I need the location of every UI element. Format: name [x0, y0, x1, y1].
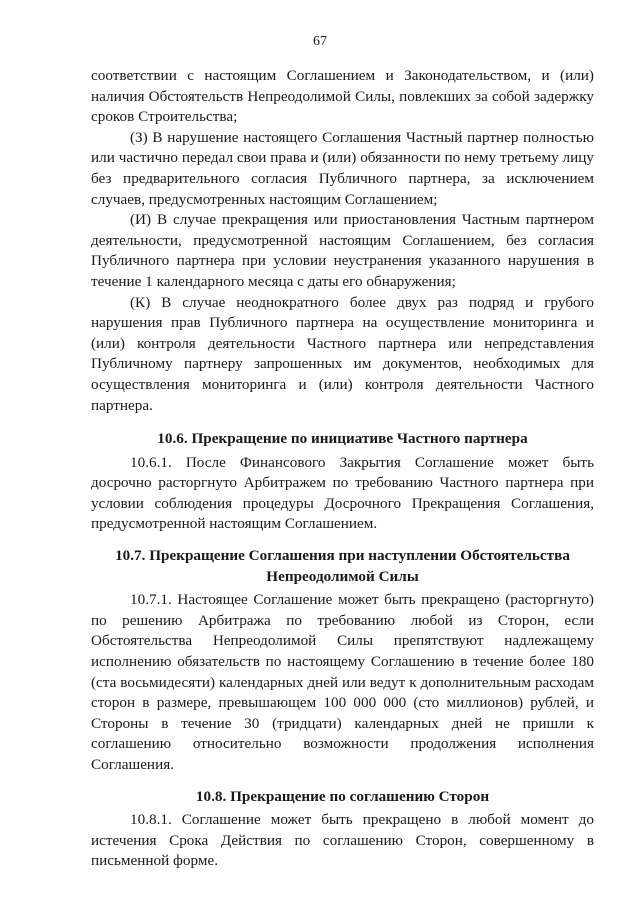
- section-heading-10-8: 10.8. Прекращение по соглашению Сторон: [195, 787, 490, 805]
- section-text-10-7-1: 10.7.1. Настоящее Соглашение может быть прекращено (расторгнуто) по решению Арбитража по требованию любой из Сторон, если Обстоятельства Непреодолимой Силы препятствуют надлежащему исполнению обязательств по настоящему Соглашению в течение более 180 (ста восьмидесяти) календарных дней или ведут к дополнительным расходам сторон в размере, превышающем 100 000 000 (сто миллионов) рублей, и Стороны в течение 30 (тридцати) календарных дней не пришли к соглашению относительно возможности продолжения исполнения Соглашения.: [91, 591, 594, 773]
- page-content: [91, 66, 594, 872]
- section-text-10-6-1: 10.6.1. После Финансового Закрытия Соглашение может быть досрочно расторгнуто Арбитражем по требованию Частного партнера при условии соблюдения процедуры Досрочного Прекращения Соглашения, предусмотренной настоящим Соглашением.: [91, 453, 594, 533]
- clause-z: (З) В нарушение настоящего Соглашения Частный партнер полностью или частично передал свои права и (или) обязанности по нему третьему лицу без предварительного согласия Публичного партнера, за исключением случаев, предусмотренных настоящим Соглашением;: [91, 128, 594, 208]
- clause-i: (И) В случае прекращения или приостановления Частным партнером деятельности, предусмотренной настоящим Соглашением, без согласия Публичного партнера при условии неустранения указанного нарушения в течение 1 календарного месяца с даты его обнаружения;: [91, 211, 594, 290]
- section-heading-10-6: 10.6. Прекращение по инициативе Частного партнера: [157, 430, 528, 448]
- page-number: 67: [313, 34, 327, 49]
- section-heading-10-7: 10.7. Прекращение Соглашения при наступлении Обстоятельства Непреодолимой Силы: [115, 547, 570, 585]
- clause-k: (К) В случае неоднократного более двух раз подряд и грубого нарушения прав Публичного партнера на осуществление мониторинга и (или) контроля деятельности Частного партнера или непредставления Публичному партнеру запрошенных им документов, необходимых для осуществления мониторинга и (или) контроля деятельности Частного партнера.: [91, 293, 594, 414]
- continuation-paragraph: соответствии с настоящим Соглашением и Законодательством, и (или) наличия Обстоятельств Непреодолимой Силы, повлекших за собой задержку сроков Строительства;: [91, 67, 594, 126]
- section-text-10-8-1: 10.8.1. Соглашение может быть прекращено в любой момент до истечения Срока Действия по соглашению Сторон, совершенному в письменной форме.: [91, 811, 594, 870]
